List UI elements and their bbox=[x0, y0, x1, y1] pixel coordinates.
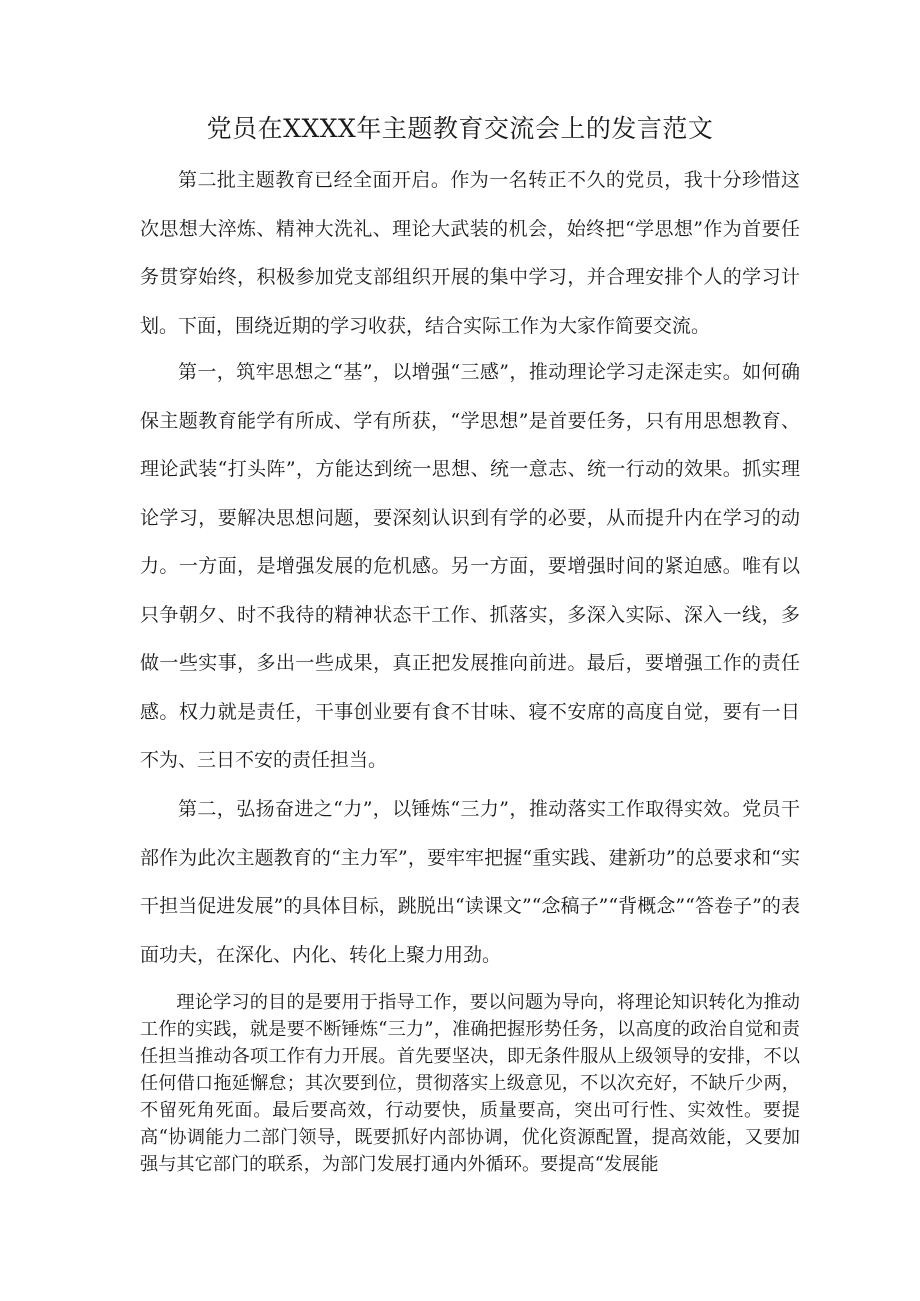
document-title: 党员在XXXX年主题教育交流会上的发言范文 bbox=[206, 114, 714, 143]
paragraph-first-point: 第一，筑牢思想之“基”，以增强“三感”，推动理论学习走深走实。如何确保主题教育能学有所成、学有所获，“学思想”是首要任务，只有用思想教育、理论武装“打头阵”，方能达到统一思想、统一意志、统一行动的效果。抓实理论学习，要解决思想问题，要深刻认识到有学的必要，从而提升内在学习的动力。一方面，是增强发展的危机感。另一方面，要增强时间的紧迫感。唯有以只争朝夕、时不我待的精神状态干工作、抓落实，多深入实际、深入一线，多做一些实事，多出一些成果，真正把发展推向前进。最后，要增强工作的责任感。权力就是责任，干事创业要有食不甘味、寝不安席的高度自觉，要有一日不为、三日不安的责任担当。 bbox=[140, 361, 800, 771]
paragraph-theory-study: 理论学习的目的是要用于指导工作，要以问题为导向，将理论知识转化为推动工作的实践，就是要不断锤炼“三力”，准确把握形势任务，以高度的政治自觉和责任担当推动各项工作有力开展。首先要坚决，即无条件服从上级领导的安排，不以任何借口拖延懈怠；其次要到位，贯彻落实上级意见，不以次充好，不缺斤少两，不留死角死面。最后要高效，行动要快，质量要高，突出可行性、实效性。要提高“协调能力二部门领导，既要抓好内部协调，优化资源配置，提高效能，又要加强与其它部门的联系，为部门发展打通内外循环。要提高“发展能 bbox=[140, 992, 800, 1175]
paragraph-intro: 第二批主题教育已经全面开启。作为一名转正不久的党员，我十分珍惜这次思想大淬炼、精神大洗礼、理论大武装的机会，始终把“学思想”作为首要任务贯穿始终，积极参加党支部组织开展的集中学习，并合理安排个人的学习计划。下面，围绕近期的学习收获，结合实际工作为大家作简要交流。 bbox=[140, 169, 800, 337]
paragraph-second-point: 第二，弘扬奋进之“力”，以锤炼“三力”，推动落实工作取得实效。党员干部作为此次主题教育的“主力军”，要牢牢把握“重实践、建新功”的总要求和“实干担当促进发展”的具体目标，跳脱出“读课文”“念稿子”“背概念”“答卷子”的表面功夫，在深化、内化、转化上聚力用劲。 bbox=[140, 798, 800, 966]
